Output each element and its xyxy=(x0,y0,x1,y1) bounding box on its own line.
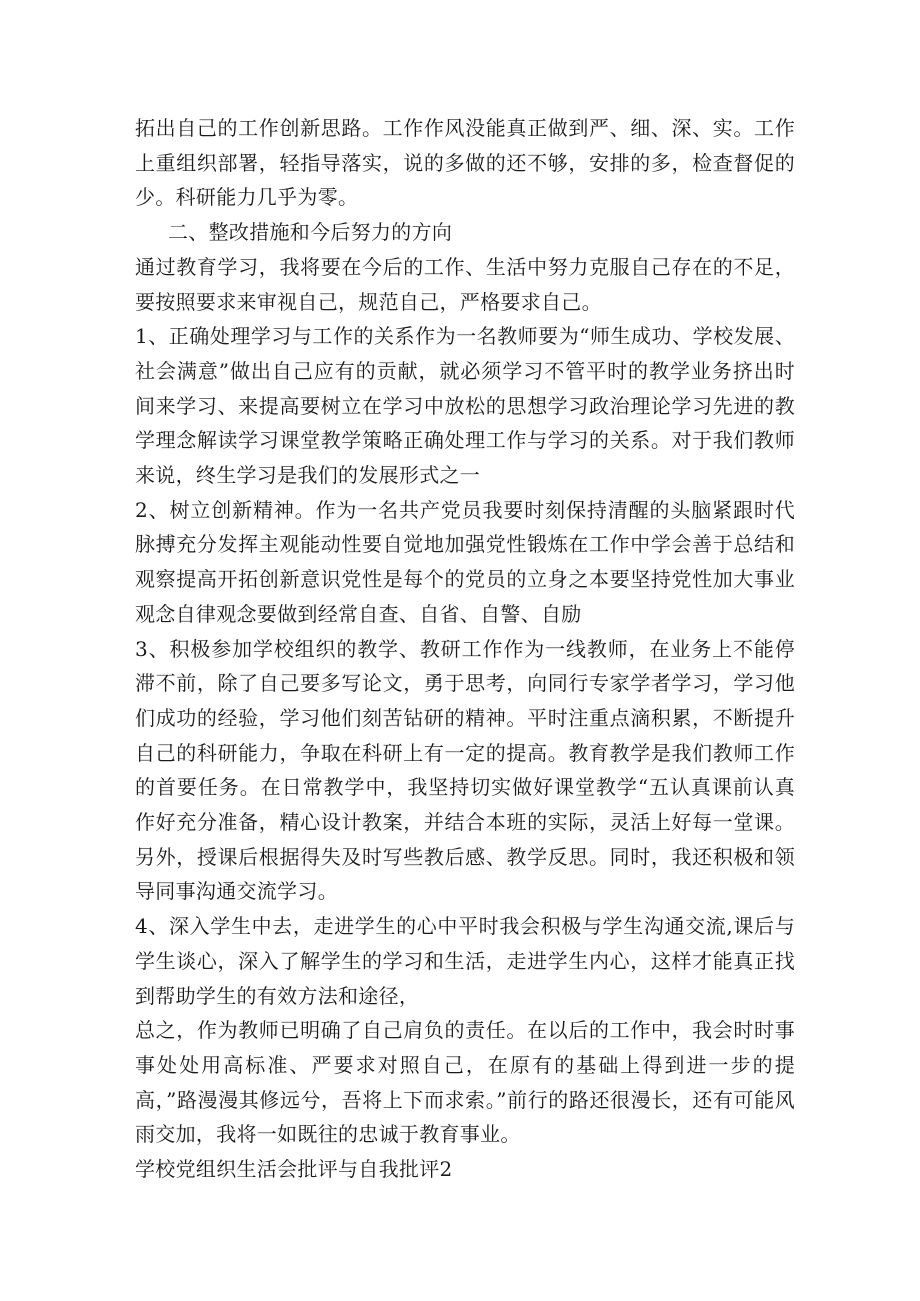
paragraph-conclusion: 总之，作为教师已明确了自己肩负的责任。在以后的工作中，我会时时事事处处用高标准、严要求对照自己，在原有的基础上得到进一步的提高，”路漫漫其修远兮，吾将上下而求索。”前行的路还很漫长，还有可能风雨交加，我将一如既往的忠诚于教育事业。 xyxy=(135,1018,795,1147)
section-heading-rectification: 二、整改措施和今后努力的方向 xyxy=(168,220,453,245)
paragraph-item-2: 2、树立创新精神。作为一名共产党员我要时刻保持清醒的头脑紧跟时代脉搏充分发挥主观能动性要自觉地加强党性锻炼在工作中学会善于总结和观察提高开拓创新意识党性是每个的党员的立身之本要坚持党性加大事业观念自律观念要做到经常自查、自省、自警、自励 xyxy=(135,497,795,626)
paragraph-work-style: 拓出自己的工作创新思路。工作作风没能真正做到严、细、深、实。工作上重组织部署，轻指导落实，说的多做的还不够，安排的多，检查督促的少。科研能力几乎为零。 xyxy=(135,116,795,210)
paragraph-item-3: 3、积极参加学校组织的教学、教研工作作为一线教师，在业务上不能停滞不前，除了自己要多写论文，勇于思考，向同行专家学者学习，学习他们成功的经验，学习他们刻苦钻研的精神。平时注重点滴积累，不断提升自己的科研能力，争取在科研上有一定的提高。教育教学是我们教师工作的首要任务。在日常教学中，我坚持切实做好课堂教学“五认真课前认真作好充分准备，精心设计教案，并结合本班的实际，灵活上好每一堂课。另外，授课后根据得失及时写些教后感、教学反思。同时，我还积极和领导同事沟通交流学习。 xyxy=(135,636,795,904)
paragraph-item-4: 4、深入学生中去，走进学生的心中平时我会积极与学生沟通交流,课后与学生谈心，深入了解学生的学习和生活，走进学生内心，这样才能真正找到帮助学生的有效方法和途径， xyxy=(135,914,795,1008)
document-body xyxy=(135,111,795,1187)
next-document-title: 学校党组织生活会批评与自我批评2 xyxy=(135,1157,453,1182)
paragraph-item-1: 1、正确处理学习与工作的关系作为一名教师要为“师生成功、学校发展、社会满意”做出自己应有的贡献，就必须学习不管平时的教学业务挤出时间来学习、来提高要树立在学习中放松的思想学习政治理论学习先进的教学理念解读学习课堂教学策略正确处理工作与学习的关系。对于我们教师来说，终生学习是我们的发展形式之一 xyxy=(135,324,795,488)
paragraph-intro: 通过教育学习，我将要在今后的工作、生活中努力克服自己存在的不足，要按照要求来审视自己，规范自己，严格要求自己。 xyxy=(135,254,795,314)
